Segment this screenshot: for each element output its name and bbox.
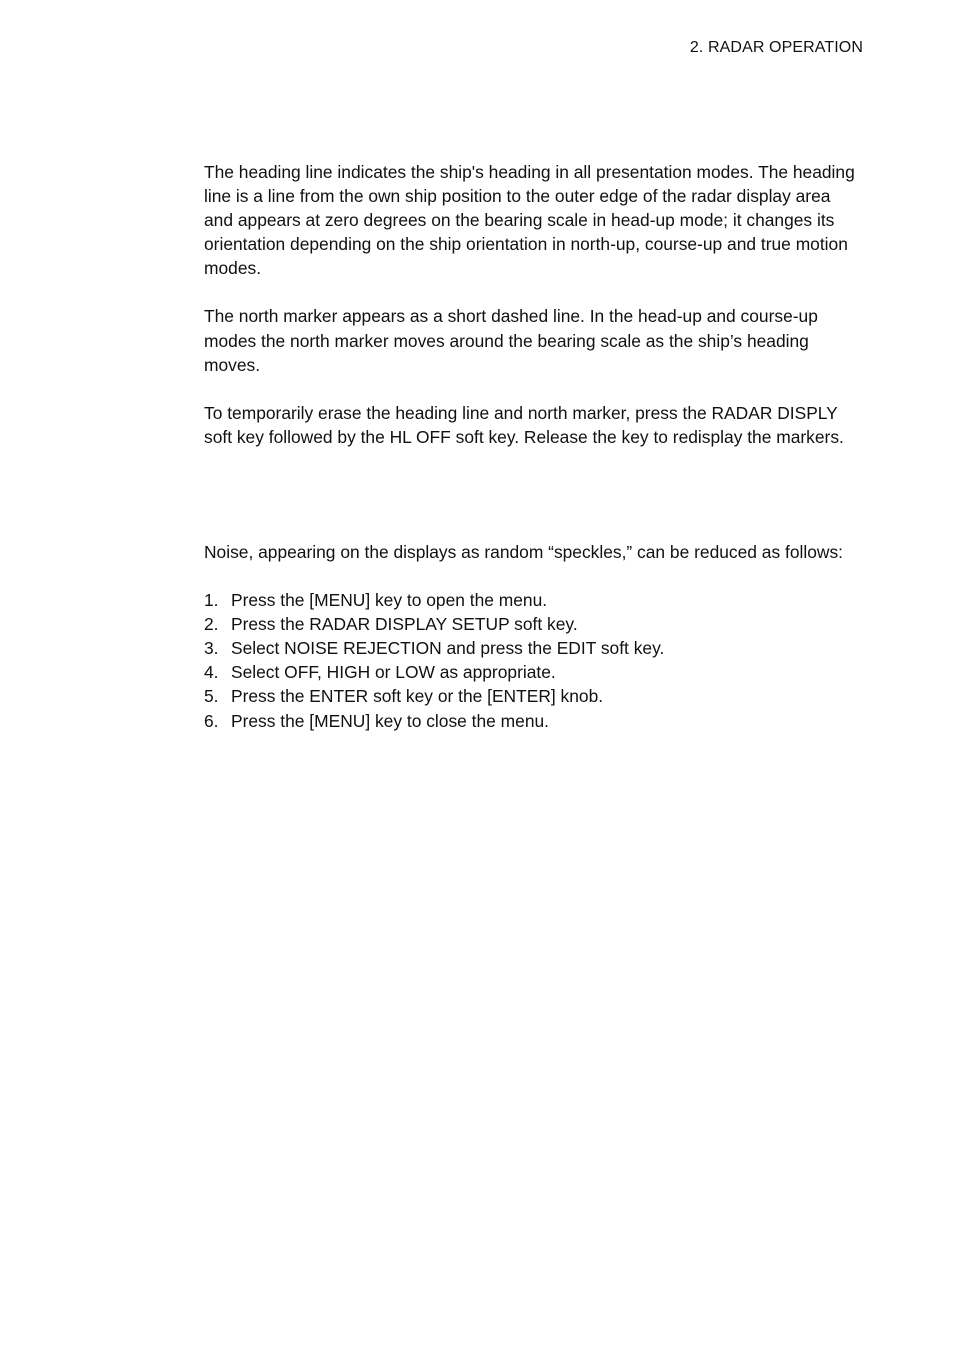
page-body: [204, 160, 864, 733]
north-marker-paragraph: The north marker appears as a short dashed line. In the head-up and course-up modes the north marker moves around the bearing scale as the ship’s heading moves.: [204, 306, 818, 375]
running-header: 2. RADAR OPERATION: [689, 39, 863, 56]
noise-rejection-steps: [204, 588, 864, 733]
noise-intro-paragraph: Noise, appearing on the displays as random “speckles,” can be reduced as follows:: [204, 541, 843, 562]
step-text: Press the ENTER soft key or the [ENTER] knob.: [231, 686, 604, 707]
heading-line-paragraph: The heading line indicates the ship's heading in all presentation modes. The heading line is a line from the own ship position to the outer edge of the radar display area and appears at zero degrees on the bearing scale in head-up mode; it changes its orientation depending on the ship orientation in north-up, course-up and true motion modes.: [204, 162, 855, 279]
list-item: [204, 636, 864, 660]
step-text: Select OFF, HIGH or LOW as appropriate.: [231, 662, 556, 683]
list-item: [204, 709, 864, 733]
list-item: [204, 612, 864, 636]
step-text: Press the RADAR DISPLAY SETUP soft key.: [231, 614, 578, 635]
step-number: 5.: [204, 686, 219, 707]
step-text: Press the [MENU] key to open the menu.: [231, 590, 548, 611]
step-text: Select NOISE REJECTION and press the EDIT soft key.: [231, 638, 665, 659]
list-item: [204, 588, 864, 612]
step-text: Press the [MENU] key to close the menu.: [231, 710, 549, 731]
step-number: 4.: [204, 662, 219, 683]
step-number: 3.: [204, 638, 219, 659]
step-number: 1.: [204, 590, 219, 611]
step-number: 2.: [204, 614, 219, 635]
section-spacer: [204, 473, 864, 540]
step-number: 6.: [204, 710, 219, 731]
erase-markers-paragraph: To temporarily erase the heading line and north marker, press the RADAR DISPLY soft key followed by the HL OFF soft key. Release the key to redisplay the markers.: [204, 402, 844, 447]
list-item: [204, 684, 864, 708]
list-item: [204, 660, 864, 684]
